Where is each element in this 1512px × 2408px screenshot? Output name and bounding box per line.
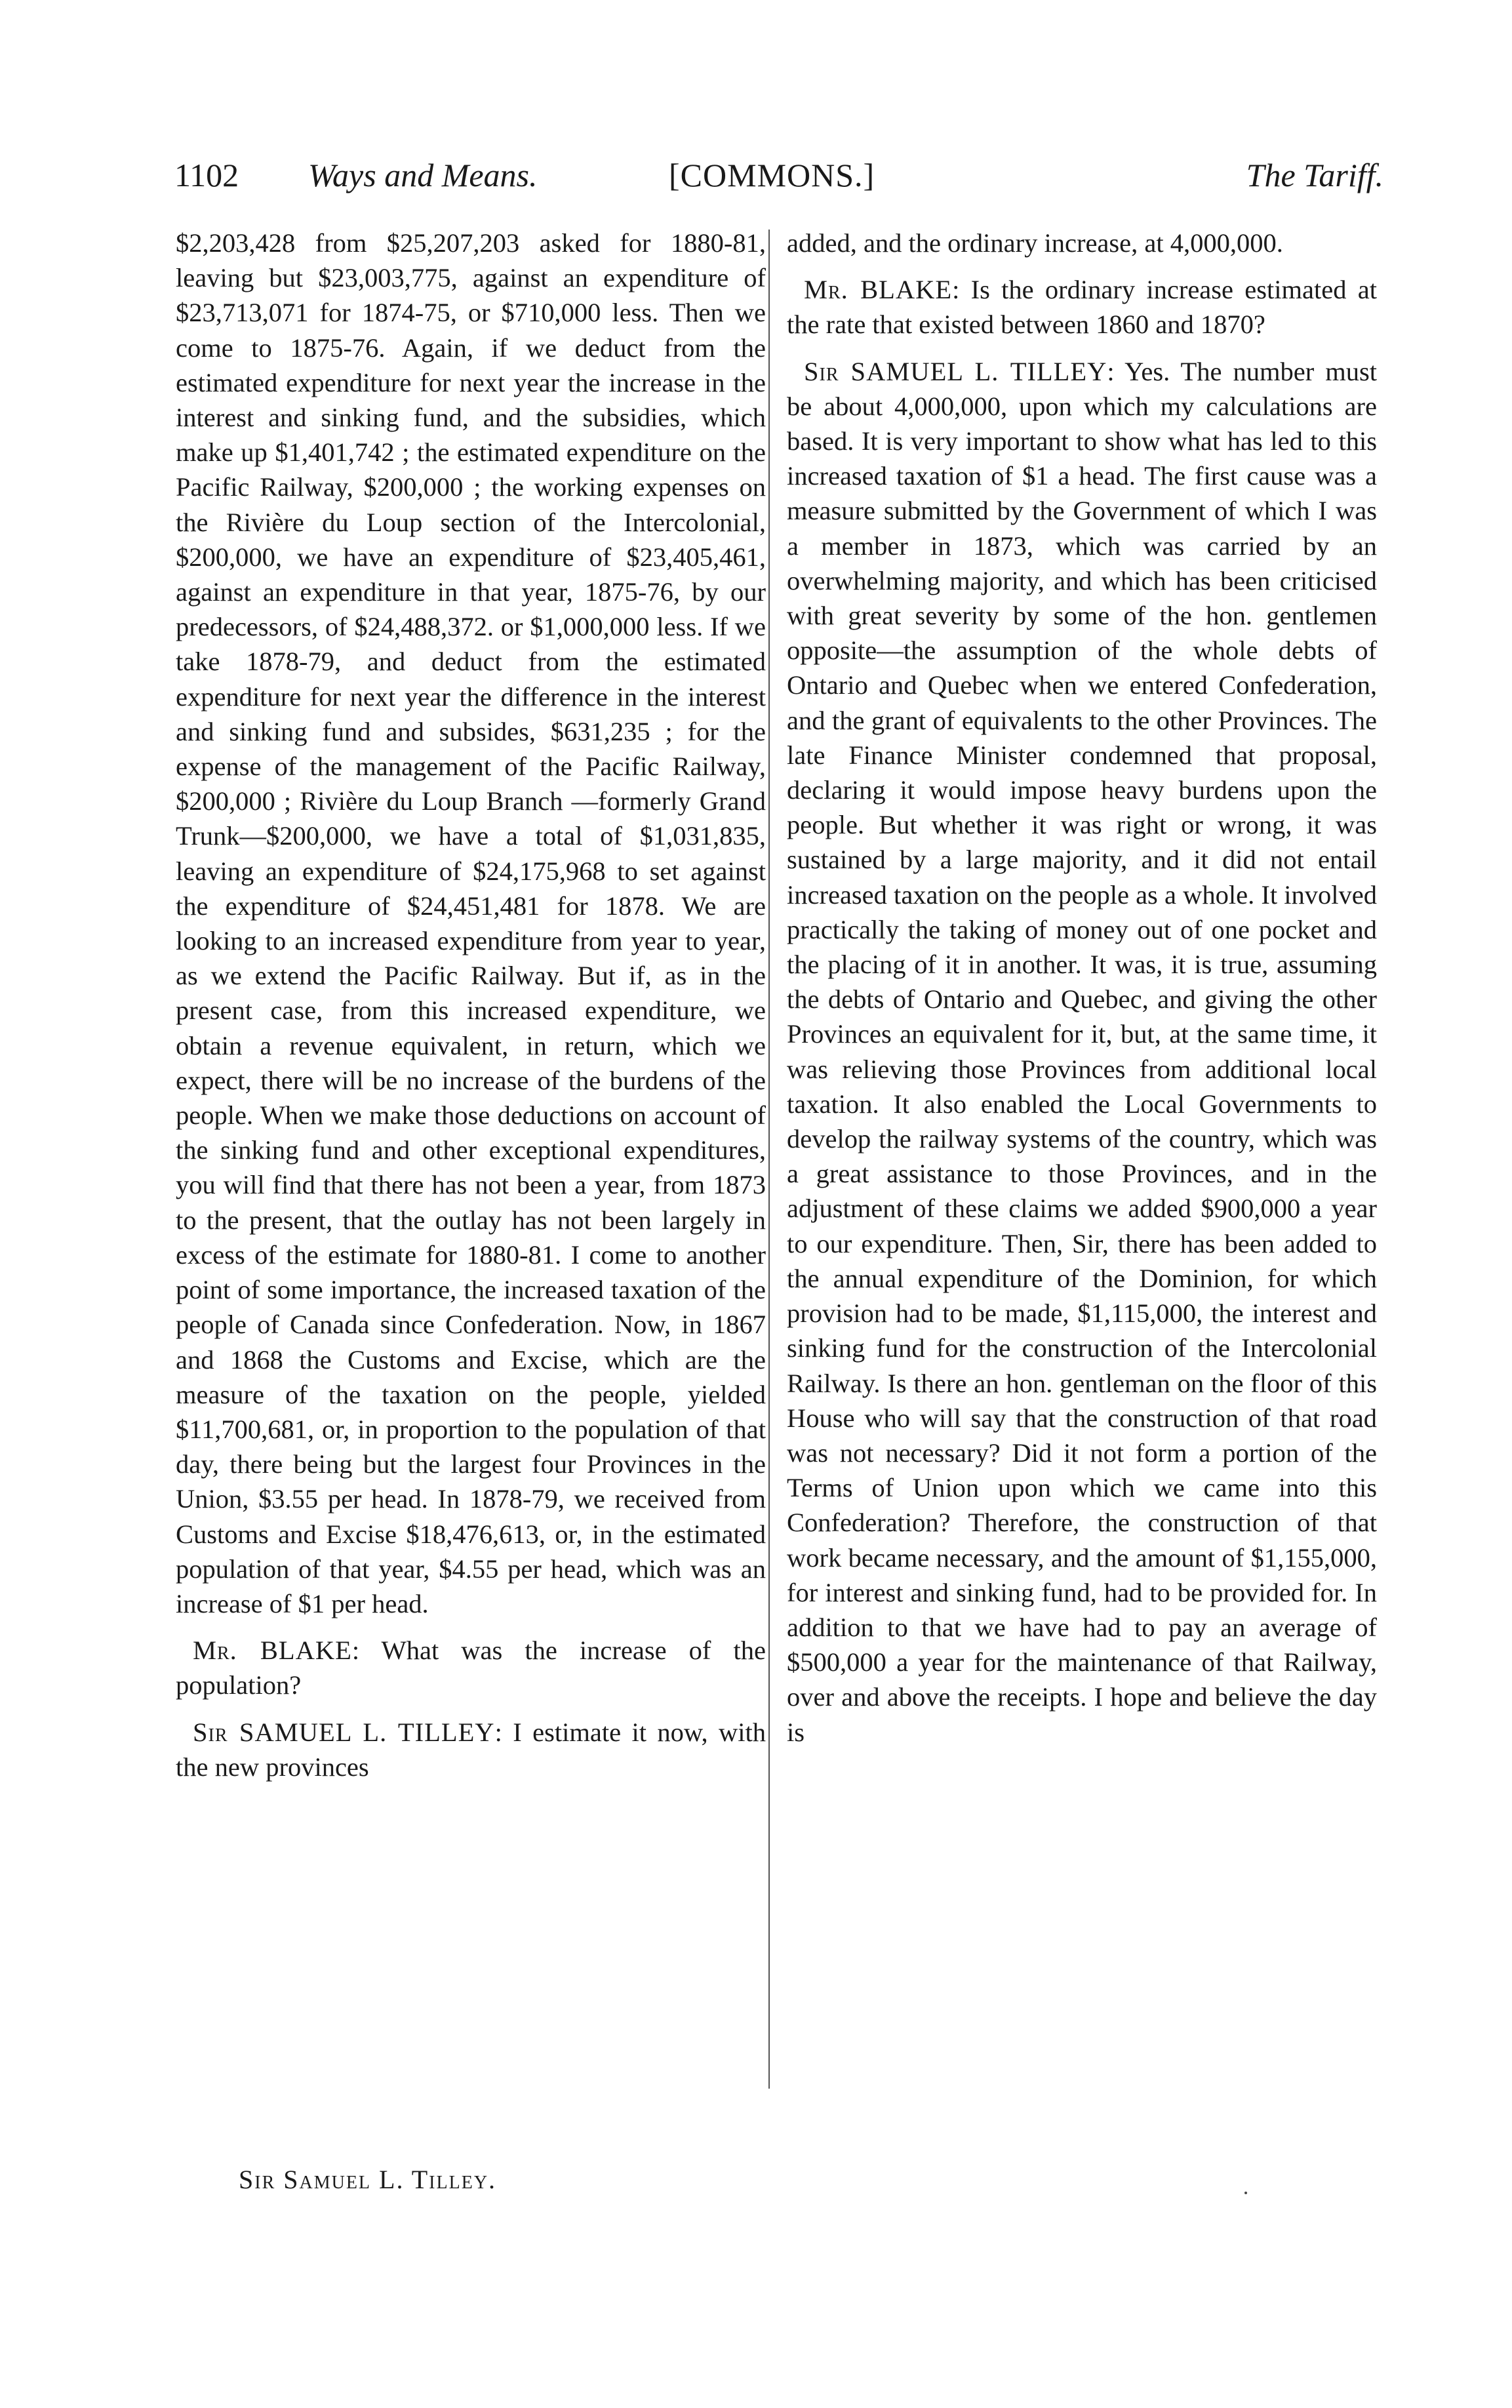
speaker-name: Sir SAMUEL L. TILLEY <box>804 356 1107 386</box>
left-column <box>176 226 766 1784</box>
header-center-title: [COMMONS.] <box>669 157 875 193</box>
footer-signature: Sir Samuel L. Tilley. <box>239 2165 497 2194</box>
speaker-name: Mr. BLAKE <box>193 1635 352 1666</box>
paragraph: Sir SAMUEL L. TILLEY: I estimate it now, with the new provinces <box>176 1717 766 1782</box>
paragraph: Mr. BLAKE: What was the increase of the population? <box>176 1635 766 1700</box>
paragraph: Sir SAMUEL L. TILLEY: Yes. The number must be about 4,000,000, upon which my calculations are based. It is very important to show what has led to this increased taxation of $1 a head. The first cause was a measure submitted by the Government of which I was a member in 1873, which was carried by an overwhelming majority, and which has been criticised with great severity by some of the hon. gentlemen opposite—the assumption of the whole debts of Ontario and Quebec when we entered Confederation, and the grant of equivalents to the other Provinces. The late Finance Minister condemned that proposal, declaring it would impose heavy burdens upon the people. But whether it was right or wrong, it was sustained by a large majority, and it did not entail increased taxation on the people as a whole. It involved practically the taking of money out of one pocket and the placing of it in another. It was, it is true, assuming the debts of Ontario and Quebec, and giving the other Provinces an equivalent for it, but, at the same time, it was relieving those Provinces from additional local taxation. It also enabled the Local Governments to develop the railway systems of the country, which was a great assistance to those Provinces, and in the adjustment of these claims we added $900,000 a year to our expenditure. Then, Sir, there has been added to the annual expenditure of the Dominion, for which provision had to be made, $1,115,000, the interest and sinking fund for the construction of the Intercolonial Railway. Is there an hon. gentleman on the floor of this House who will say that the construction of that road was not necessary? Did it not form a portion of the Terms of Union upon which we came into this Confederation? Therefore, the construction of that work became necessary, and the amount of $1,155,000, for interest and sinking fund, had to be provided for. In addition to that we have had to pay an average of $500,000 a year for the maintenance of that Railway, over and above the receipts. I hope and believe the day is <box>787 356 1377 1747</box>
speaker-name: Mr. BLAKE <box>804 275 953 305</box>
page-number: 1102 <box>174 157 239 193</box>
page-header <box>164 156 1383 209</box>
paragraph: $2,203,428 from $25,207,203 asked for 1880-81, leaving but $23,003,775, against an expenditure of $23,713,071 for 1874-75, or $710,000 less. Then we come to 1875-76. Again, if we deduct from the estimated expenditure for next year the increase in the interest and sinking fund, and the subsidies, which make up $1,401,742 ; the estimated expenditure on the Pacific Railway, $200,000 ; the working expenses on the Rivière du Loup section of the Intercolonial, $200,000, we have an expenditure of $23,405,461, against an expenditure in that year, 1875-76, by our predecessors, of $24,488,372. or $1,000,000 less. If we take 1878-79, and deduct from the estimated expenditure for next year the difference in the interest and sinking fund and subsides, $631,235 ; for the expense of the management of the Pacific Railway, $200,000 ; Rivière du Loup Branch —formerly Grand Trunk—$200,000, we have a total of $1,031,835, leaving an expenditure of $24,175,968 to set against the expenditure of $24,451,481 for 1878. We are looking to an increased expenditure from year to year, as we extend the Pacific Railway. But if, as in the present case, from this increased expenditure, we obtain a revenue equivalent, in return, which we expect, there will be no increase of the burdens of the people. When we make those deductions on account of the sinking fund and other exceptional expenditures, you will find that there has not been a year, from 1873 to the present, that the outlay has not been largely in excess of the estimate for 1880-81. I come to another point of some importance, the increased taxation of the people of Canada since Confederation. Now, in 1867 and 1868 the Customs and Excise, which are the measure of the taxation on the people, yielded $11,700,681, or, in proportion to the population of that day, there being but the largest four Provinces in the Union, $3.55 per head. In 1878-79, we received from Customs and Excise $18,476,613, or, in the estimated population of that year, $4.55 per head, which was an increase of $1 per head. <box>176 228 766 1618</box>
print-mark <box>1244 2192 1247 2194</box>
speaker-name: Sir SAMUEL L. TILLEY <box>193 1717 495 1747</box>
header-right-title: The Tariff. <box>1246 157 1383 193</box>
header-left-title: Ways and Means. <box>308 157 538 193</box>
paragraph: Mr. BLAKE: Is the ordinary increase estimated at the rate that existed between 1860 and 1870? <box>787 275 1377 340</box>
paragraph: added, and the ordinary increase, at 4,000,000. <box>787 228 1283 258</box>
right-column <box>787 226 1377 1750</box>
column-divider <box>768 230 770 2089</box>
